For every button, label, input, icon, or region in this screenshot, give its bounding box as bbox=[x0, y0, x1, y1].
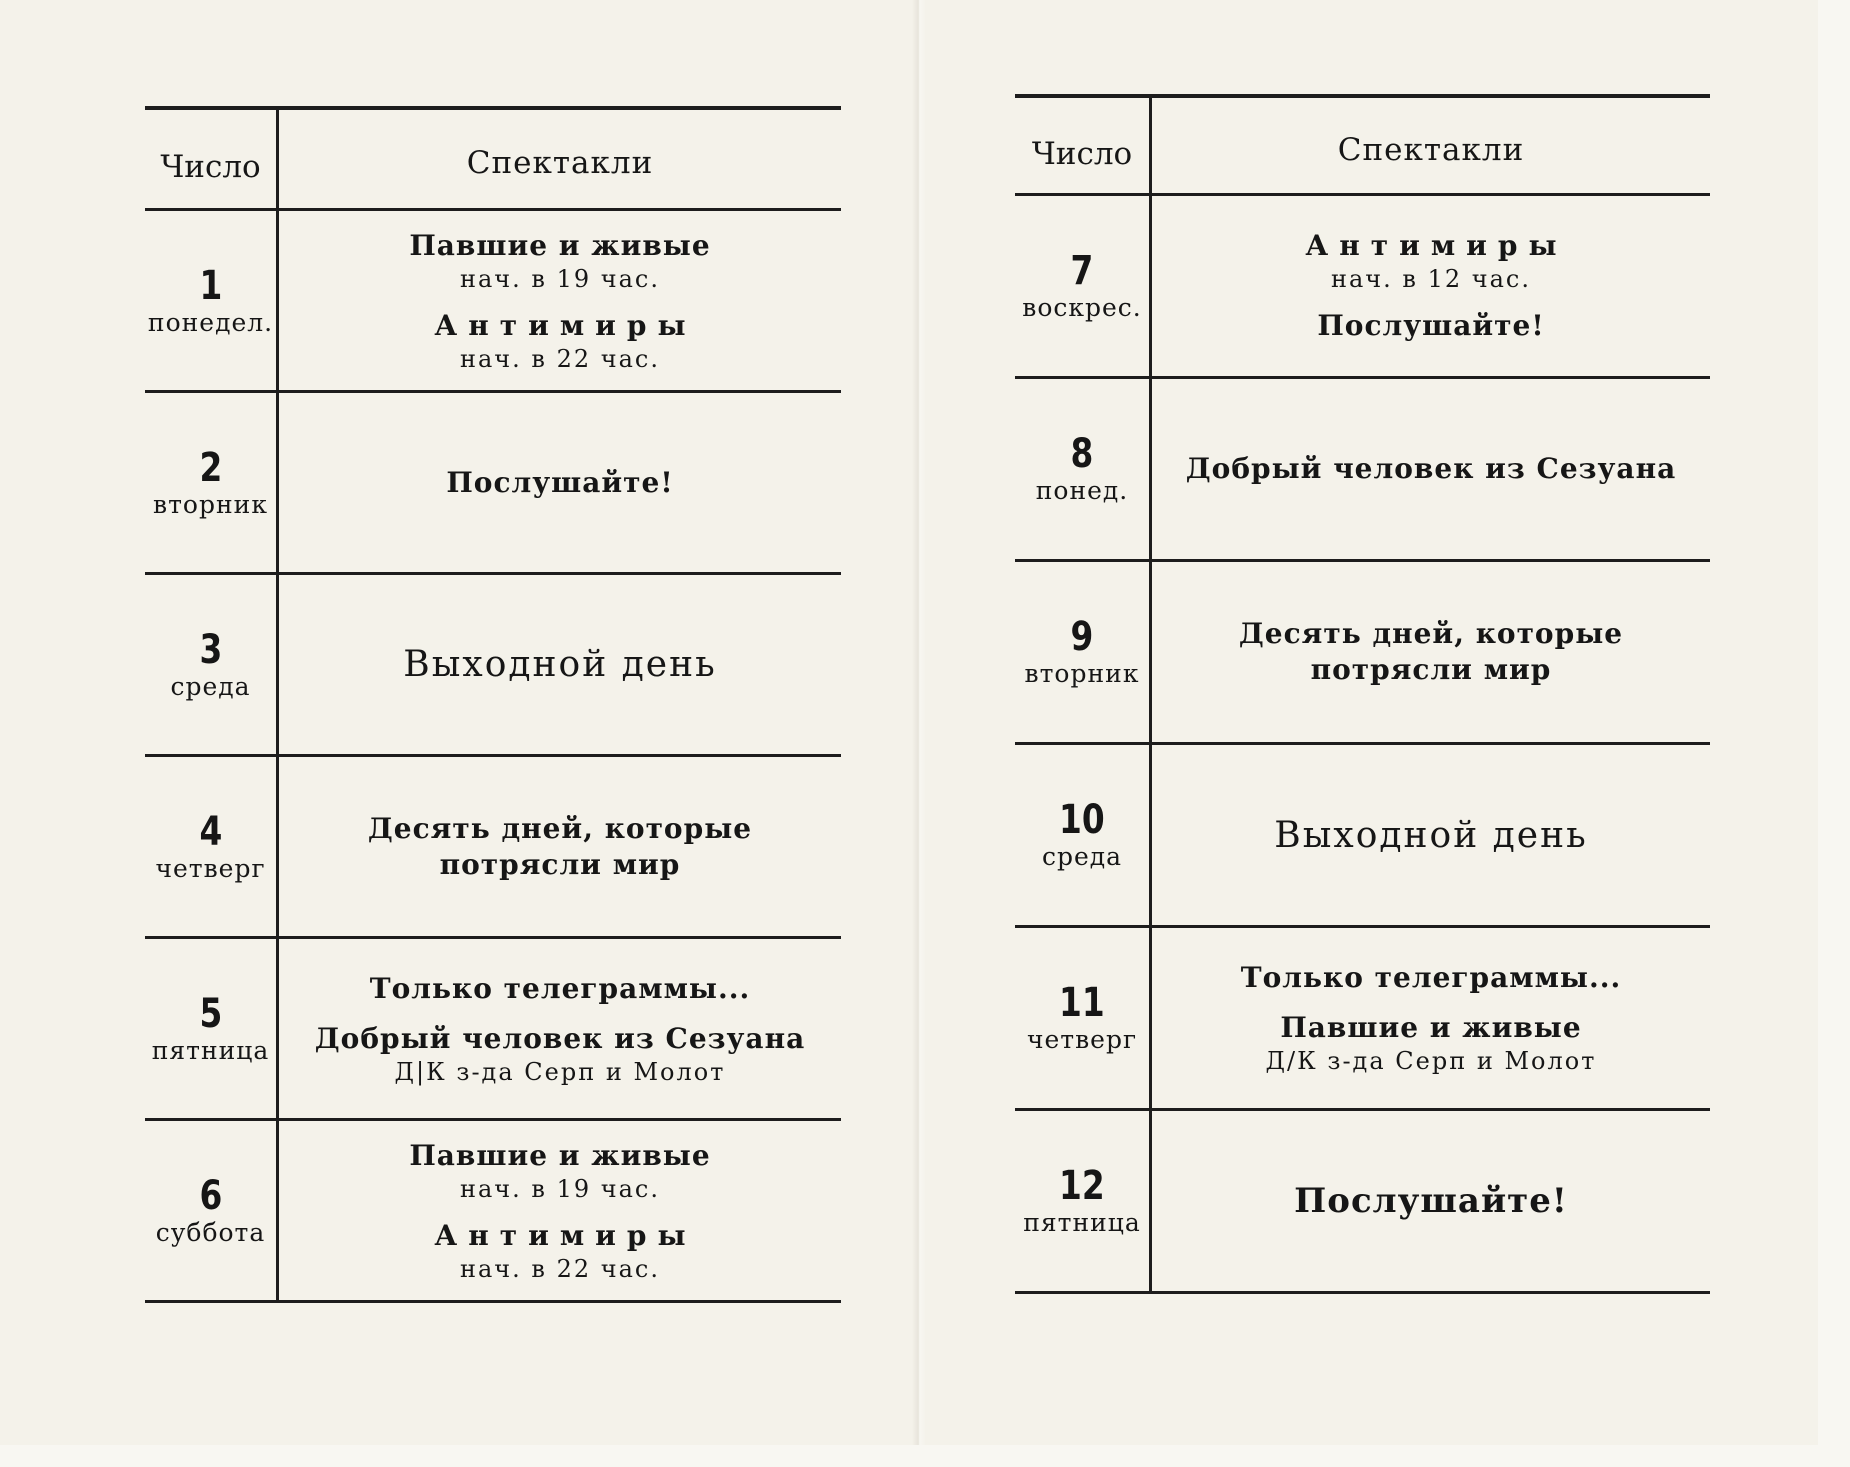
table-header bbox=[145, 110, 841, 211]
schedule-row bbox=[1015, 562, 1710, 745]
show-column-header-cell bbox=[1152, 98, 1710, 193]
show-note: Д|К з-да Серп и Молот bbox=[394, 1057, 726, 1086]
show-cell bbox=[1152, 379, 1710, 559]
day-column-header: Число bbox=[160, 149, 261, 185]
weekday: пятница bbox=[1023, 1208, 1141, 1237]
show-title: Добрый человек из Сезуана bbox=[314, 1021, 806, 1055]
weekday: воскрес. bbox=[1022, 293, 1142, 322]
schedule-row bbox=[1015, 379, 1710, 562]
weekday: пятница bbox=[151, 1035, 270, 1065]
show-title: потрясли мир bbox=[439, 847, 681, 881]
schedule-row bbox=[1015, 745, 1710, 928]
show-column-header: Спектакли bbox=[1337, 131, 1525, 168]
day-column-header-cell bbox=[145, 110, 279, 208]
schedule-row bbox=[145, 575, 841, 757]
schedule-panel-right bbox=[1015, 94, 1710, 1294]
weekday: понедел. bbox=[147, 307, 274, 337]
show-column-header: Спектакли bbox=[466, 145, 654, 181]
show-note: Д/К з-да Серп и Молот bbox=[1265, 1047, 1597, 1075]
schedule-rows bbox=[145, 211, 841, 1303]
schedule-panel-left bbox=[145, 106, 841, 1303]
paper-edge-bottom bbox=[0, 1445, 1850, 1467]
day-number: 12 bbox=[1059, 1163, 1105, 1209]
show-title: Павшие и живые bbox=[409, 1138, 711, 1172]
day-column-header-cell bbox=[1015, 98, 1152, 193]
show-cell bbox=[279, 939, 841, 1118]
show-cell bbox=[279, 211, 841, 390]
day-cell bbox=[145, 939, 279, 1118]
table-header bbox=[1015, 98, 1710, 196]
show-cell bbox=[1152, 928, 1710, 1108]
day-cell bbox=[145, 1121, 279, 1300]
day-number: 4 bbox=[199, 808, 222, 855]
weekday: понед. bbox=[1035, 476, 1129, 505]
weekday: среда bbox=[170, 671, 251, 701]
weekday: вторник bbox=[153, 489, 268, 519]
show-title: Только телеграммы... bbox=[369, 971, 751, 1005]
show-title: Послушайте! bbox=[1317, 309, 1545, 342]
schedule-row bbox=[1015, 1111, 1710, 1294]
day-cell bbox=[145, 575, 279, 754]
weekday: вторник bbox=[1024, 659, 1140, 688]
show-cell bbox=[279, 393, 841, 572]
show-note: нач. в 19 час. bbox=[460, 1174, 660, 1203]
day-number: 7 bbox=[1070, 248, 1094, 294]
day-cell bbox=[1015, 928, 1152, 1108]
show-title: Антимиры bbox=[434, 1218, 697, 1252]
show-title: Десять дней, которые bbox=[1238, 617, 1624, 650]
show-column-header-cell bbox=[279, 110, 841, 208]
show-title: Антимиры bbox=[1305, 229, 1568, 262]
paper-edge-right bbox=[1818, 0, 1850, 1467]
show-cell bbox=[279, 575, 841, 754]
day-number: 8 bbox=[1070, 431, 1094, 477]
day-number: 10 bbox=[1059, 797, 1105, 843]
day-cell bbox=[145, 757, 279, 936]
show-title: Павшие и живые bbox=[409, 228, 711, 262]
show-cell bbox=[1152, 196, 1710, 376]
day-number: 3 bbox=[199, 626, 222, 673]
day-cell bbox=[1015, 745, 1152, 925]
show-title: Павшие и живые bbox=[1280, 1011, 1582, 1044]
show-note: нач. в 22 час. bbox=[460, 344, 660, 373]
show-title: потрясли мир bbox=[1310, 653, 1552, 686]
show-cell bbox=[1152, 745, 1710, 925]
day-column-header: Число bbox=[1031, 135, 1133, 172]
show-title: Послушайте! bbox=[1294, 1181, 1568, 1221]
show-cell bbox=[1152, 562, 1710, 742]
schedule-row bbox=[1015, 196, 1710, 379]
day-cell bbox=[1015, 1111, 1152, 1291]
day-cell bbox=[145, 393, 279, 572]
schedule-row bbox=[145, 757, 841, 939]
show-title: Послушайте! bbox=[446, 465, 674, 499]
schedule-row bbox=[145, 211, 841, 393]
schedule-row bbox=[1015, 928, 1710, 1111]
day-number: 9 bbox=[1070, 614, 1094, 660]
show-cell bbox=[1152, 1111, 1710, 1291]
show-cell bbox=[279, 757, 841, 936]
schedule-row bbox=[145, 1121, 841, 1303]
day-number: 1 bbox=[199, 262, 222, 309]
show-title: Только телеграммы... bbox=[1240, 961, 1622, 994]
show-note: нач. в 12 час. bbox=[1331, 265, 1531, 293]
schedule-row bbox=[145, 939, 841, 1121]
day-cell bbox=[1015, 379, 1152, 559]
show-title: Антимиры bbox=[434, 308, 697, 342]
weekday: четверг bbox=[155, 853, 266, 883]
paper-fold bbox=[912, 0, 926, 1467]
show-title: Добрый человек из Сезуана bbox=[1185, 452, 1677, 485]
day-number: 2 bbox=[199, 444, 222, 491]
day-cell bbox=[1015, 196, 1152, 376]
weekday: суббота bbox=[155, 1217, 266, 1247]
schedule-row bbox=[145, 393, 841, 575]
show-title: Выходной день bbox=[403, 644, 717, 685]
day-number: 5 bbox=[199, 990, 222, 1037]
show-title: Десять дней, которые bbox=[367, 811, 753, 845]
weekday: среда bbox=[1041, 842, 1123, 871]
day-cell bbox=[1015, 562, 1152, 742]
day-number: 6 bbox=[199, 1172, 222, 1219]
day-number: 11 bbox=[1059, 980, 1105, 1026]
show-title: Выходной день bbox=[1274, 814, 1588, 856]
weekday: четверг bbox=[1026, 1025, 1138, 1054]
schedule-rows bbox=[1015, 196, 1710, 1294]
day-cell bbox=[145, 211, 279, 390]
show-note: нач. в 19 час. bbox=[460, 264, 660, 293]
show-cell bbox=[279, 1121, 841, 1300]
show-note: нач. в 22 час. bbox=[460, 1254, 660, 1283]
